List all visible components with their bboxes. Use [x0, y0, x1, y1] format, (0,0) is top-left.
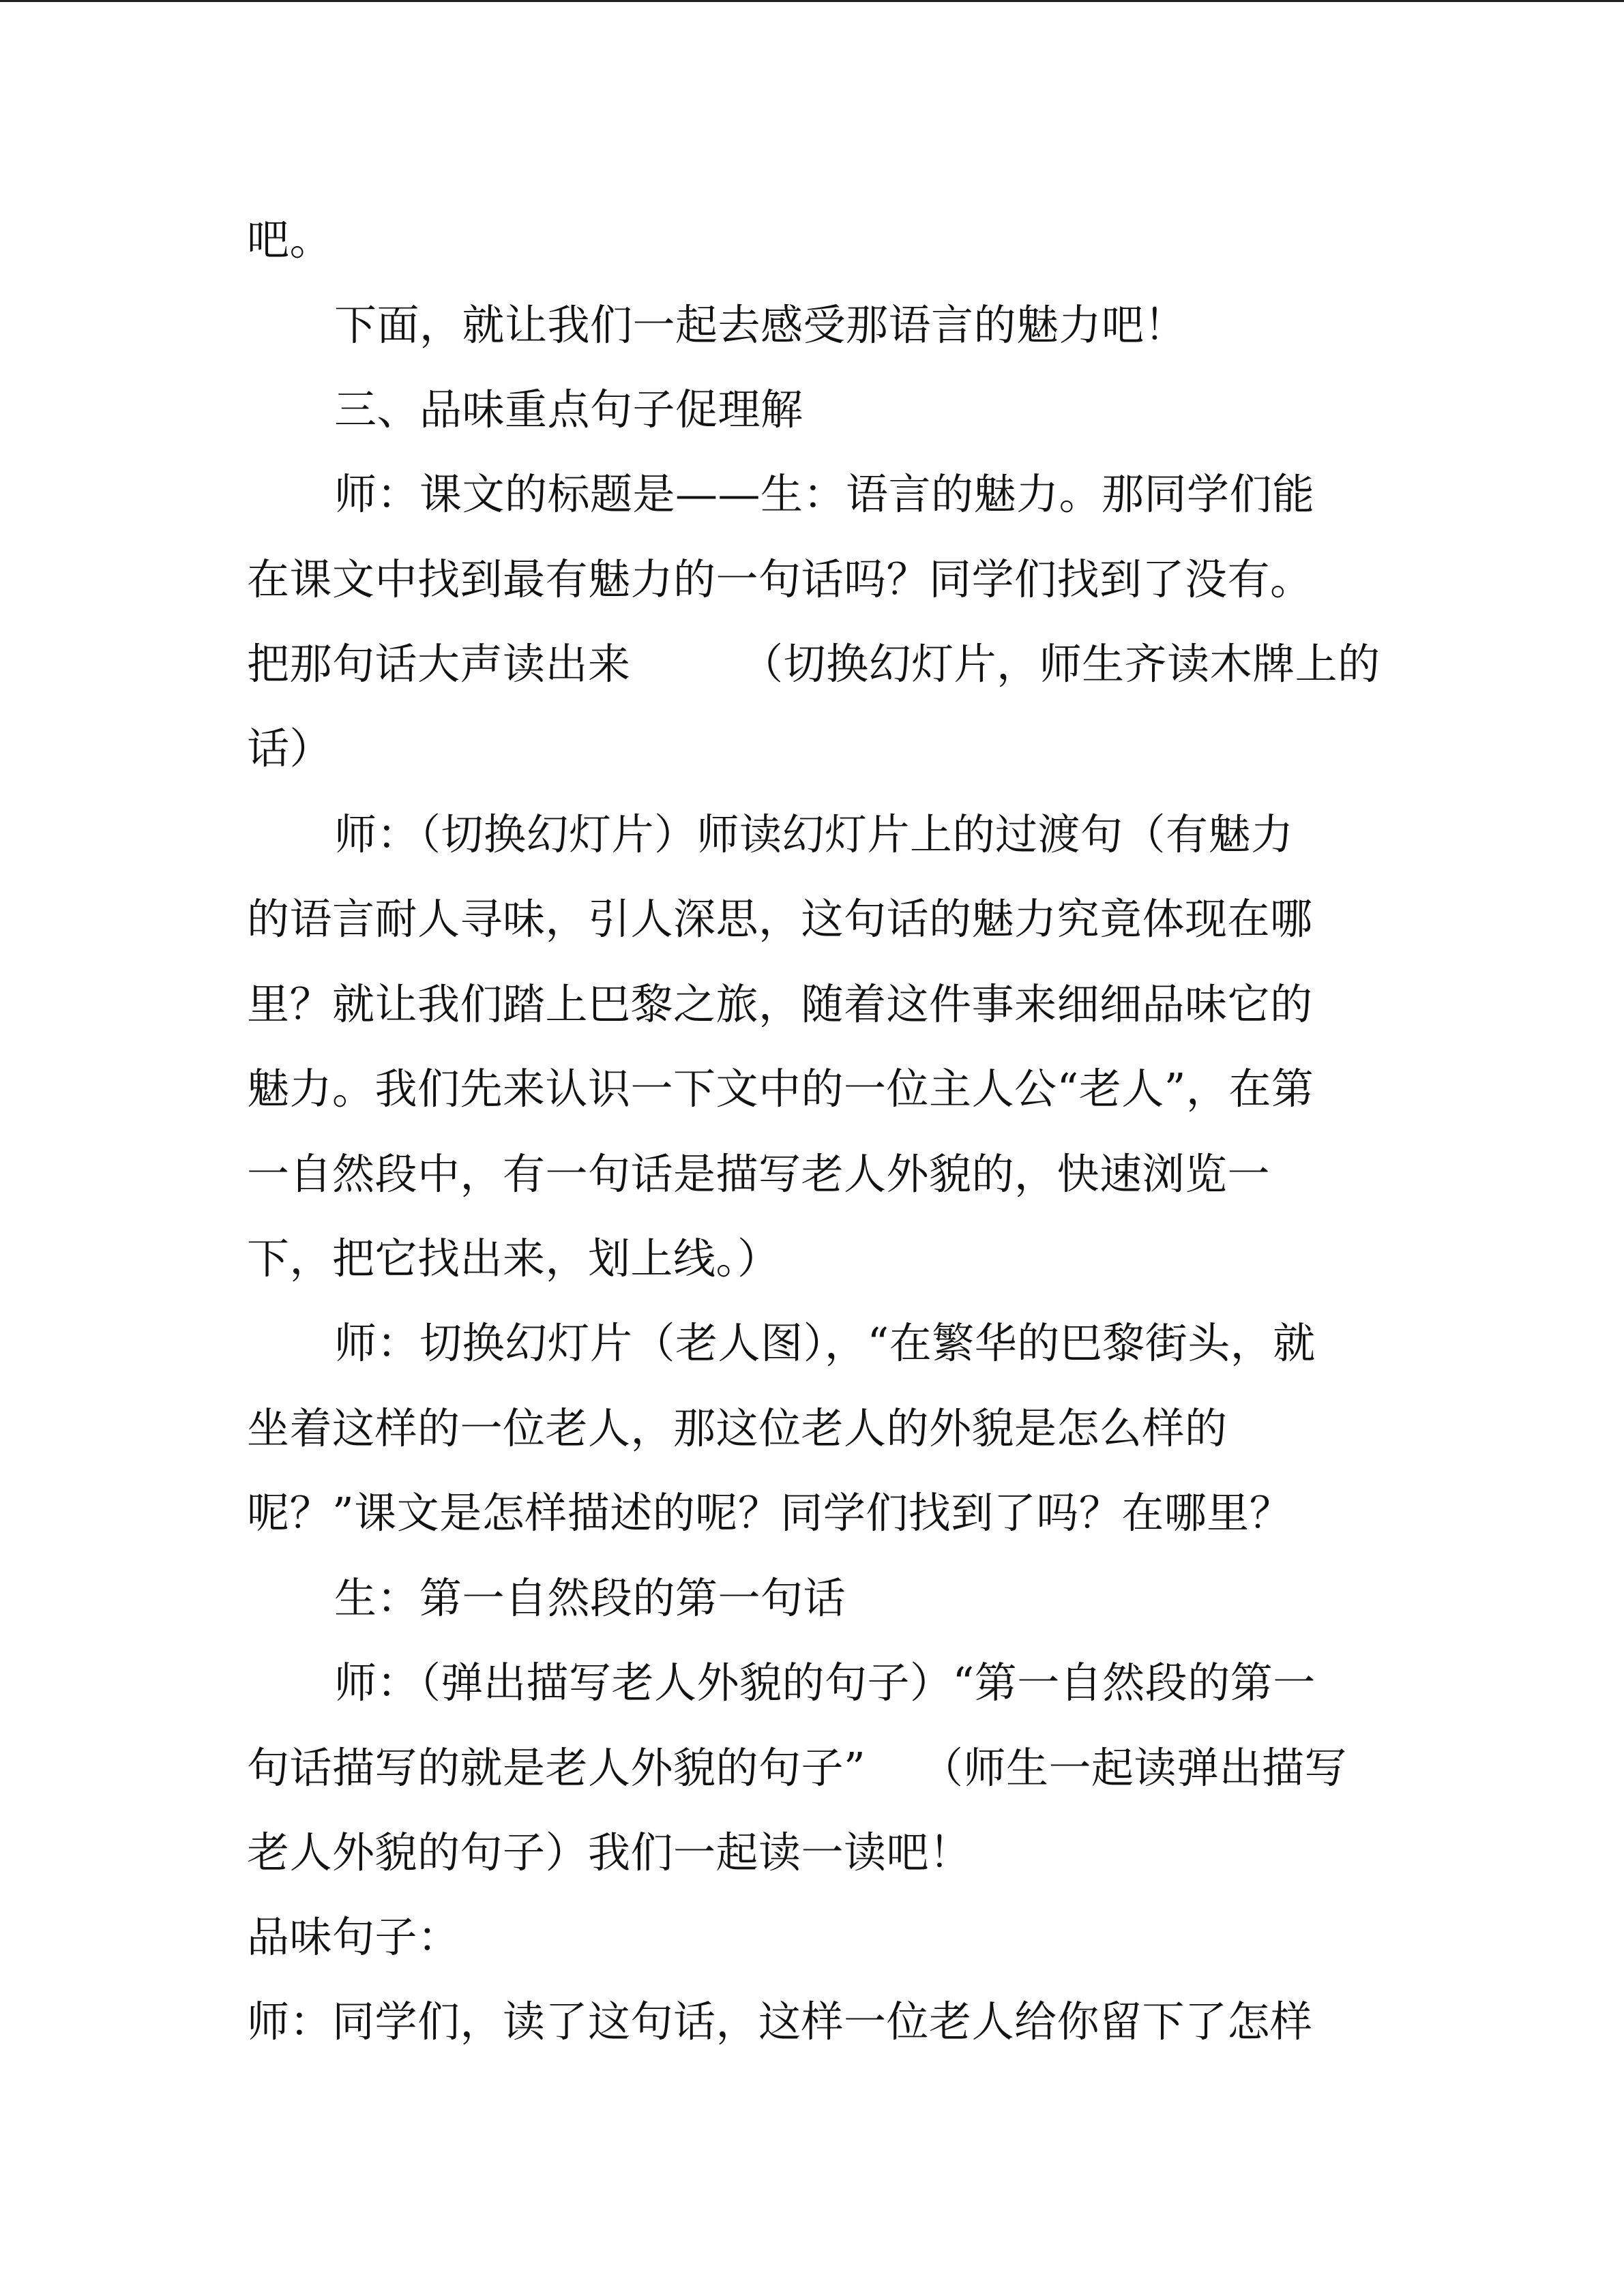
text-line: 把那句话大声读出来 （切换幻灯片，师生齐读木牌上的 — [247, 639, 1381, 689]
text-line: 的语言耐人寻味，引人深思，这句话的魅力究竟体现在哪 — [247, 894, 1313, 944]
text-line: 呢？”课文是怎样描述的呢？同学们找到了吗？在哪里？ — [247, 1488, 1293, 1538]
text-line: 生：第一自然段的第一句话 — [334, 1573, 846, 1623]
text-line: 师：（弹出描写老人外貌的句子）“第一自然段的第一 — [334, 1658, 1316, 1708]
text-line: 在课文中找到最有魅力的一句话吗？同学们找到了没有。 — [247, 554, 1313, 604]
text-line: 下面，就让我们一起去感受那语言的魅力吧！ — [334, 300, 1187, 350]
text-line: 魅力。我们先来认识一下文中的一位主人公“老人”，在第 — [247, 1064, 1314, 1114]
text-line: 师：切换幻灯片（老人图），“在繁华的巴黎街头，就 — [334, 1318, 1316, 1368]
text-line: 下，把它找出来，划上线。） — [247, 1234, 780, 1283]
text-line: 吧。 — [247, 215, 333, 265]
top-border-line — [0, 0, 1624, 2]
text-line: 师：（切换幻灯片）师读幻灯片上的过渡句（有魅力 — [334, 809, 1294, 859]
text-line: 品味句子： — [247, 1912, 460, 1962]
text-line: 老人外貌的句子）我们一起读一读吧！ — [247, 1828, 972, 1877]
text-line: 话） — [247, 724, 333, 773]
text-line: 师：同学们，读了这句话，这样一位老人给你留下了怎样 — [247, 1997, 1313, 2046]
section-heading: 三、品味重点句子促理解 — [334, 385, 803, 434]
text-line: 句话描写的就是老人外貌的句子” （师生一起读弹出描写 — [247, 1743, 1348, 1793]
text-line: 师：课文的标题是——生：语言的魅力。那同学们能 — [334, 469, 1315, 519]
text-line: 里？就让我们踏上巴黎之旅，随着这件事来细细品味它的 — [247, 979, 1313, 1029]
text-line: 一自然段中，有一句话是描写老人外貌的，快速浏览一 — [247, 1149, 1271, 1199]
text-line: 坐着这样的一位老人，那这位老人的外貌是怎么样的 — [247, 1403, 1228, 1453]
